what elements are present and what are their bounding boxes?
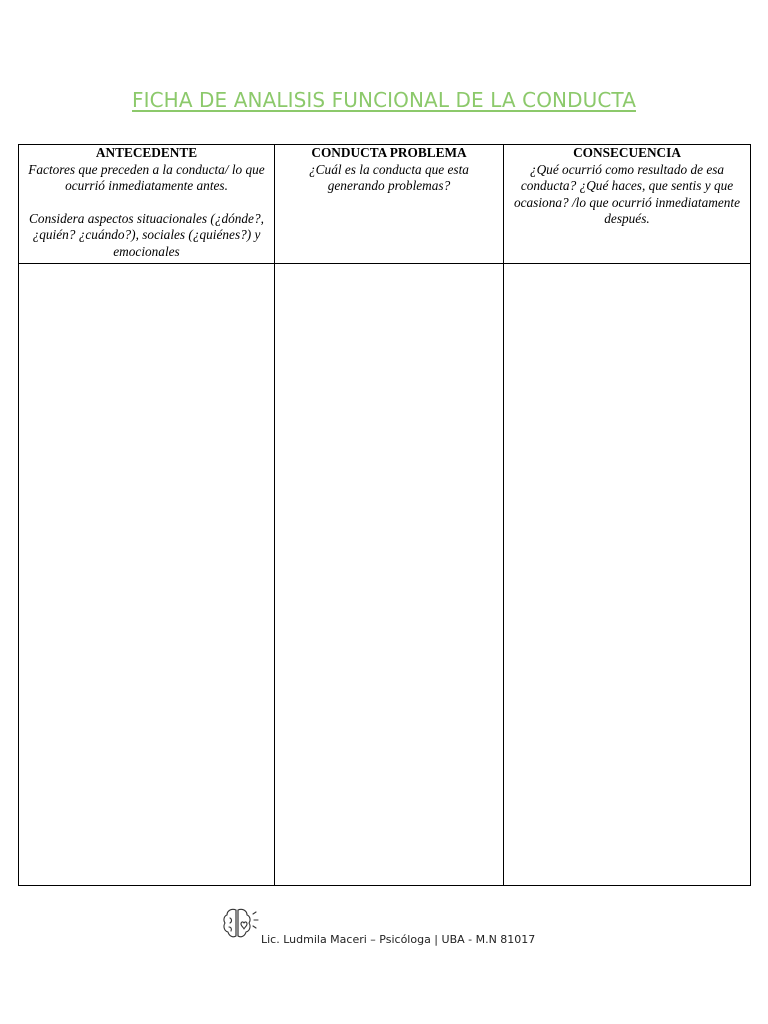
- header-cell-conducta-problema: [275, 145, 504, 264]
- brain-heart-icon: [219, 906, 263, 942]
- document-title-text: FICHA DE ANALISIS FUNCIONAL DE LA CONDUCTA: [132, 88, 636, 112]
- footer: [219, 906, 579, 946]
- table-header-row: [19, 145, 751, 264]
- analysis-table: [18, 144, 751, 886]
- conducta-problema-entry-cell[interactable]: [275, 264, 504, 886]
- column-heading-conducta-problema: CONDUCTA PROBLEMA: [311, 145, 467, 160]
- column-description-antecedente-aspects: Considera aspectos situacionales (¿dónde?, ¿quién? ¿cuándo?), sociales (¿quiénes?) y emocionales: [29, 210, 264, 259]
- column-heading-antecedente: ANTECEDENTE: [95, 145, 198, 160]
- document-title: [0, 88, 768, 112]
- header-cell-consecuencia: [504, 145, 751, 264]
- table-body-row: [19, 264, 751, 886]
- consecuencia-entry-cell[interactable]: [504, 264, 751, 886]
- header-cell-antecedente: [19, 145, 275, 264]
- column-description-consecuencia: ¿Qué ocurrió como resultado de esa conducta? ¿Qué haces, que sentis y que ocasiona? /lo que ocurrió inmediatamente después.: [513, 161, 740, 227]
- column-description-antecedente: Factores que preceden a la conducta/ lo que ocurrió inmediatamente antes.: [28, 161, 265, 194]
- column-description-conducta-problema: ¿Cuál es la conducta que esta generando problemas?: [309, 161, 469, 194]
- column-heading-consecuencia: CONSECUENCIA: [573, 145, 681, 160]
- antecedente-entry-cell[interactable]: [19, 264, 275, 886]
- footer-credit: Lic. Ludmila Maceri – Psicóloga | UBA - M.N 81017: [261, 933, 536, 946]
